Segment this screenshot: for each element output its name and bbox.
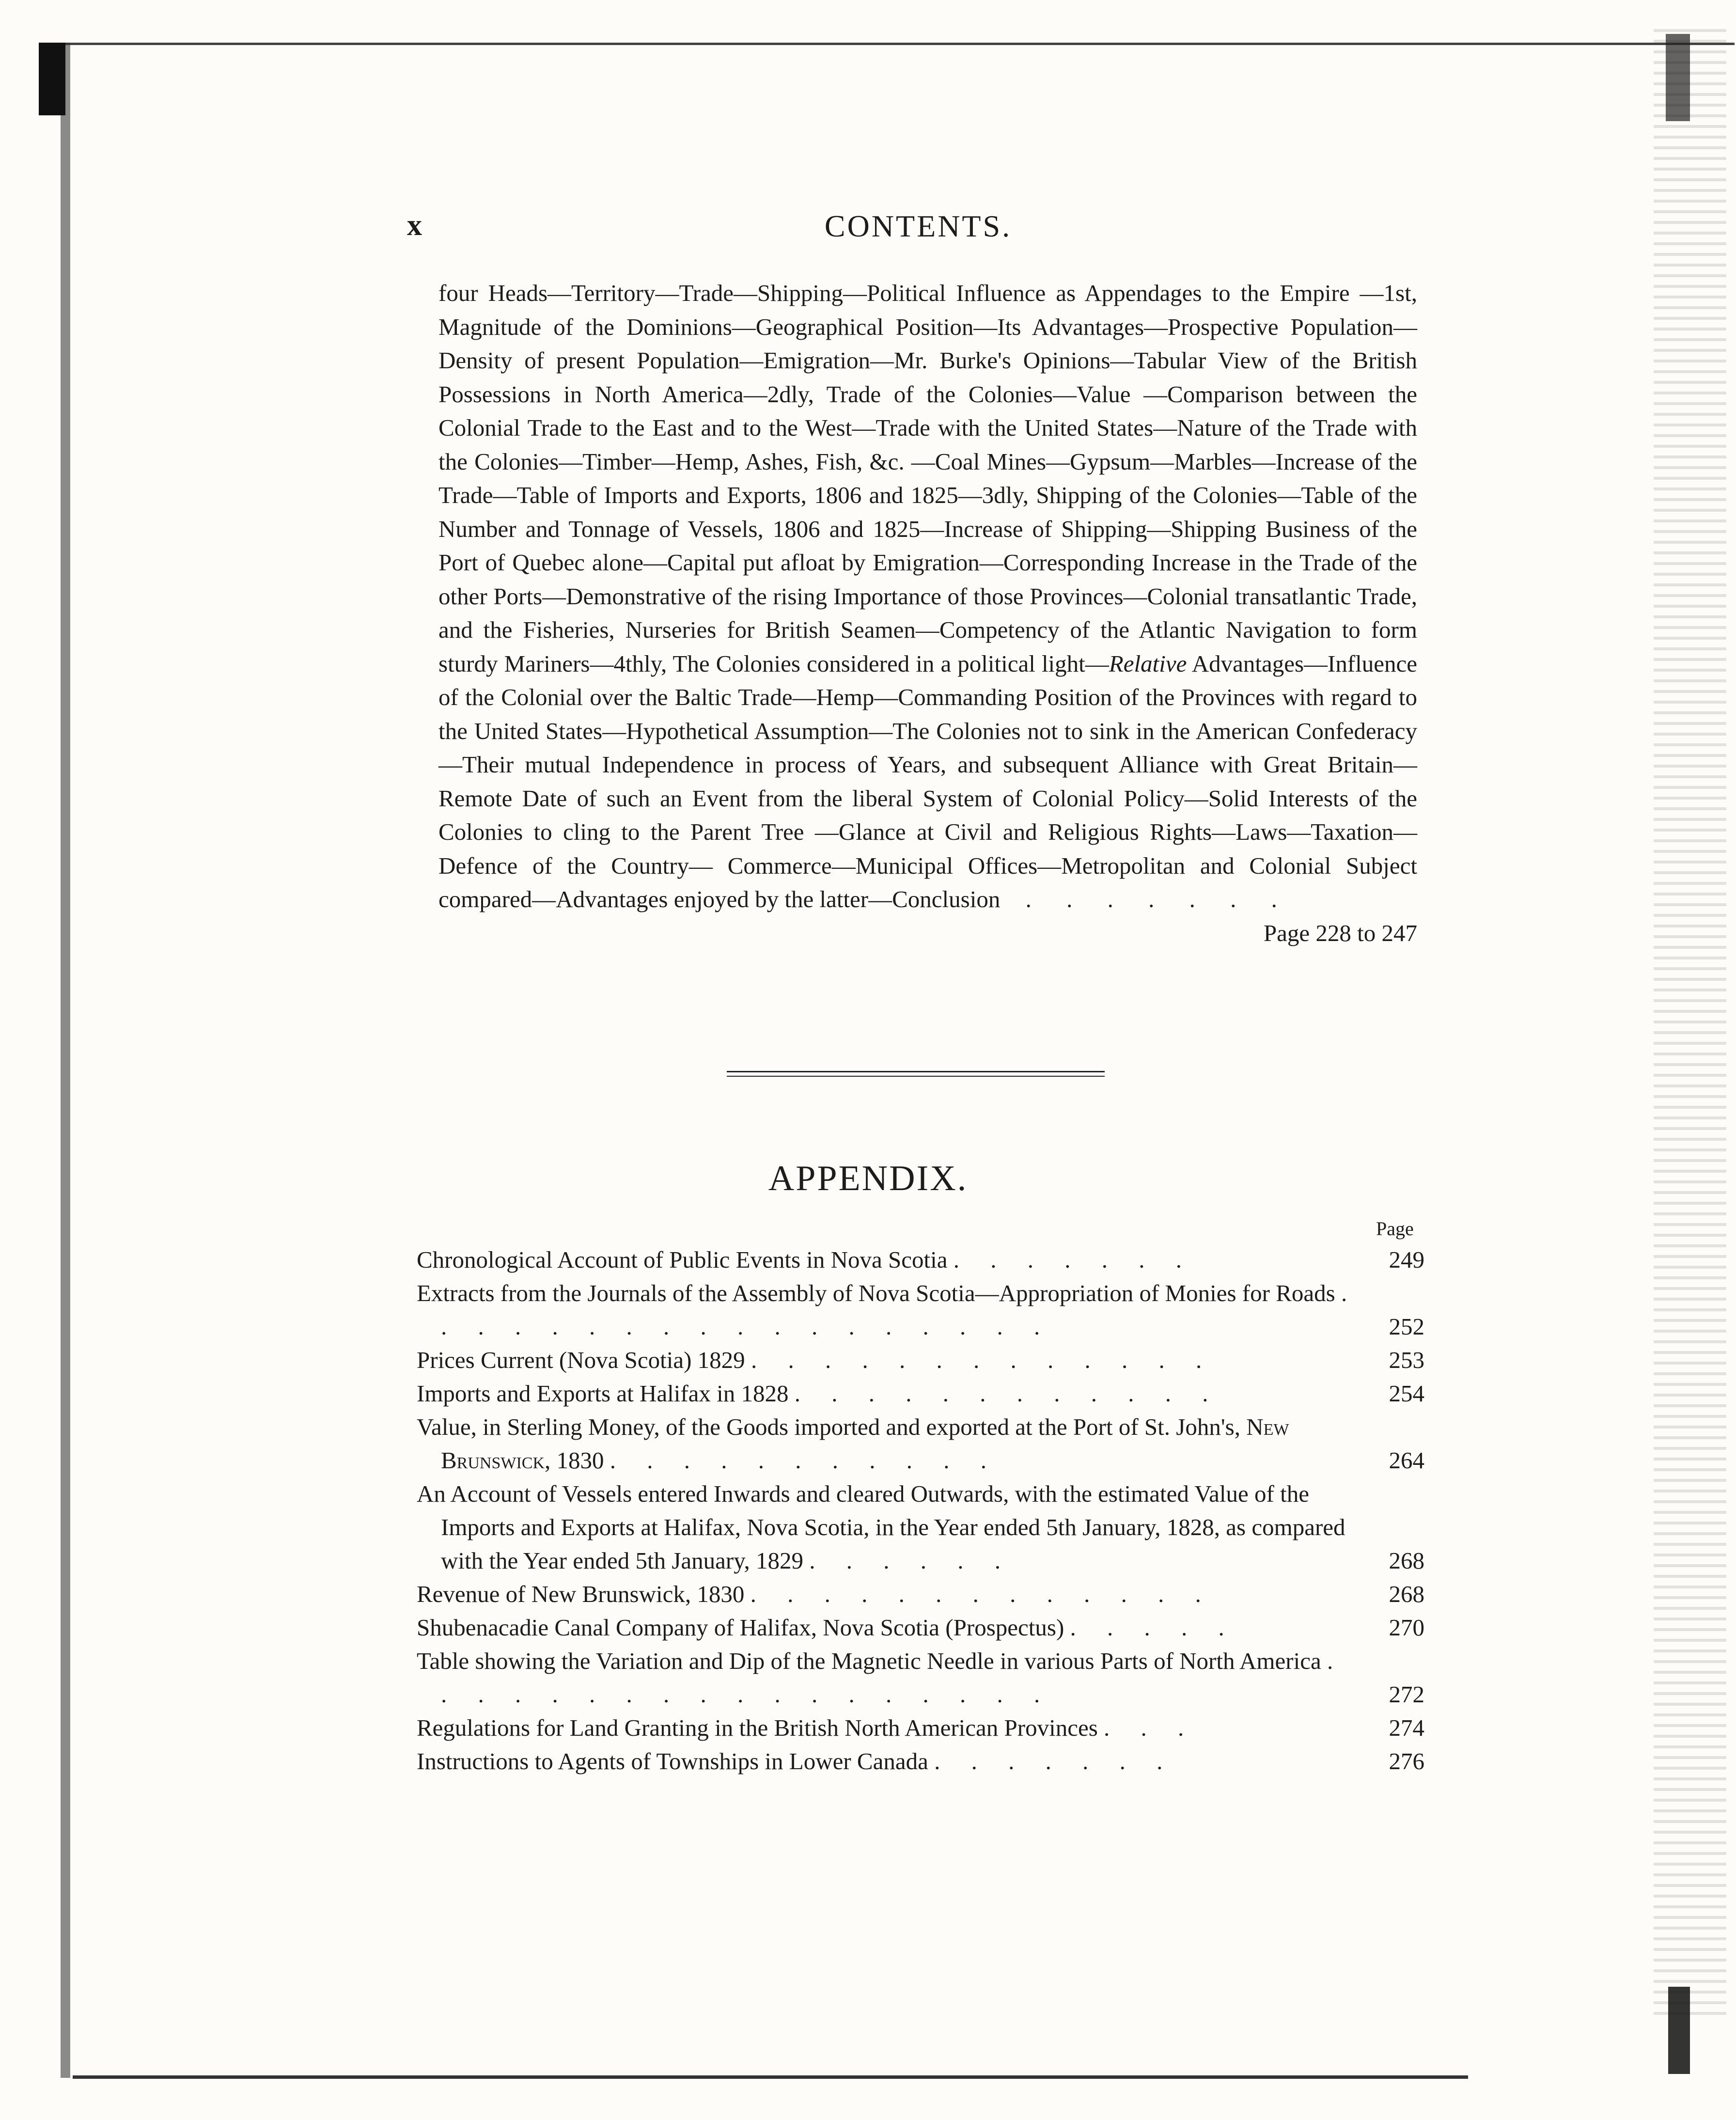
page-number: x — [407, 209, 422, 242]
chapter-summary — [438, 276, 1417, 950]
dot-leader: . . . . . . . . . . . — [610, 1447, 1000, 1474]
list-item — [417, 1276, 1424, 1343]
entry-page: 249 — [1389, 1246, 1424, 1273]
entry-title: Imports and Exports at Halifax in 1828 — [417, 1380, 789, 1407]
entry-title: Instructions to Agents of Townships in Lower Canada — [417, 1748, 928, 1775]
list-item — [417, 1243, 1424, 1276]
page-column-label: Page — [1376, 1218, 1414, 1240]
dot-leader: . . . . . . . . . . . . . . . . . . — [441, 1648, 1346, 1708]
scan-mark-left — [39, 43, 65, 115]
dot-leader: . . . . . . . . . . . . . . . . . . — [441, 1280, 1360, 1340]
list-item — [417, 1577, 1424, 1611]
entry-title: Regulations for Land Granting in the British North American Provinces — [417, 1714, 1098, 1741]
entry-page: 253 — [1389, 1347, 1424, 1373]
entry-title: Prices Current (Nova Scotia) 1829 — [417, 1347, 745, 1373]
dot-leader: . . . . . . . . . . . . . — [751, 1347, 1215, 1373]
entry-title-after: , 1830 — [545, 1447, 604, 1474]
scan-speckle-right — [1654, 29, 1726, 2016]
dot-leader: . . . . . — [1070, 1614, 1237, 1641]
appendix-heading: APPENDIX. — [768, 1159, 968, 1198]
scan-mark-right-bottom — [1668, 1987, 1690, 2074]
dot-leader: . . . — [1104, 1714, 1197, 1741]
list-item — [417, 1611, 1424, 1644]
entry-title: Shubenacadie Canal Company of Halifax, Nova Scotia (Prospectus) — [417, 1614, 1064, 1641]
list-item — [417, 1377, 1424, 1410]
appendix-list — [417, 1243, 1424, 1778]
entry-title: An Account of Vessels entered Inwards and cleared Outwards, with the estimated Value of the Imports and Exports at Halifax, Nova Scotia, in the Year ended 5th January, 1828, as compared with the Year ended 5th January, 1829 — [417, 1480, 1345, 1574]
chapter-summary-text-end: Advantages—Influence of the Colonial over the Baltic Trade—Hemp—Commanding Position of the Provinces with regard to the United States—Hypothetical Assumption—The Colonies not to sink in the American Confederacy—Their mutual Independence in process of Years, and subsequent Alliance with Great Britain—Remote Date of such an Event from the liberal System of Colonial Policy—Solid Interests of the Colonies to cling to the Parent Tree —Glance at Civil and Religious Rights—Laws—Taxation—Defence of the Country— Commerce—Municipal Offices—Metropolitan and Colonial Subject compared—Advantages enjoyed by the latter—Conclusion — [438, 650, 1418, 912]
entry-title: Extracts from the Journals of the Assembly of Nova Scotia—Appropriation of Monies for Roads — [417, 1280, 1335, 1306]
entry-page: 270 — [1389, 1614, 1424, 1641]
entry-page: 276 — [1389, 1748, 1424, 1775]
entry-page: 252 — [1389, 1313, 1424, 1340]
entry-title: Table showing the Variation and Dip of the Magnetic Needle in various Parts of North America — [417, 1648, 1321, 1674]
chapter-page-range: Page 228 to 247 — [1263, 919, 1417, 946]
chapter-summary-italic: Relative — [1109, 650, 1187, 677]
entry-page: 268 — [1389, 1547, 1424, 1574]
scan-edge-bottom — [73, 2075, 1468, 2079]
scan-edge-top — [63, 43, 1735, 45]
list-item — [417, 1711, 1424, 1744]
dot-leader: . . . . . . . — [934, 1748, 1175, 1775]
entry-title: Revenue of New Brunswick, 1830 — [417, 1581, 745, 1607]
page-title: CONTENTS. — [824, 209, 1012, 243]
list-item — [417, 1410, 1424, 1477]
entry-page: 272 — [1389, 1681, 1424, 1708]
entry-page: 254 — [1389, 1380, 1424, 1407]
dot-leader: . . . . . . . . . . . . — [794, 1380, 1221, 1407]
entry-title-smallcaps: New Brunswick — [441, 1413, 1289, 1474]
dot-leader: . . . . . . . — [953, 1246, 1195, 1273]
entry-page: 264 — [1389, 1447, 1424, 1474]
chapter-dot-leader: . . . . . . . — [1025, 886, 1292, 912]
running-head — [407, 208, 1429, 247]
chapter-summary-text: four Heads—Territory—Trade—Shipping—Political Influence as Appendages to the Empire —1st, Magnitude of the Dominions—Geographical Position—Its Advantages—Prospective Population—Density of present Population—Emigration—Mr. Burke's Opinions—Tabular View of the British Possessions in North America—2dly, Trade of the Colonies—Value —Comparison between the Colonial Trade to the East and to the West—Trade with the United States—Nature of the Trade with the Colonies—Timber—Hemp, Ashes, Fish, &c. —Coal Mines—Gypsum—Marbles—Increase of the Trade—Table of Imports and Exports, 1806 and 1825—3dly, Shipping of the Colonies—Table of the Number and Tonnage of Vessels, 1806 and 1825—Increase of Shipping—Shipping Business of the Port of Quebec alone—Capital put afloat by Emigration—Corresponding Increase in the Trade of the other Ports—Demonstrative of the rising Importance of those Provinces—Colonial transatlantic Trade, and the Fisheries, Nurseries for British Seamen—Competency of the Atlantic Navigation to form sturdy Mariners—4thly, The Colonies considered in a political light— — [438, 280, 1417, 677]
scan-edge-left — [61, 43, 70, 2078]
entry-title: Chronological Account of Public Events in Nova Scotia — [417, 1246, 948, 1273]
list-item — [417, 1744, 1424, 1778]
section-divider — [727, 1071, 1105, 1077]
list-item — [417, 1644, 1424, 1711]
dot-leader: . . . . . . . . . . . . . — [750, 1581, 1214, 1607]
list-item — [417, 1477, 1424, 1577]
list-item — [417, 1343, 1424, 1377]
entry-title: Value, in Sterling Money, of the Goods imported and exported at the Port of St. John's, — [417, 1413, 1240, 1440]
dot-leader: . . . . . . — [809, 1547, 1014, 1574]
entry-page: 268 — [1389, 1581, 1424, 1607]
entry-page: 274 — [1389, 1714, 1424, 1741]
